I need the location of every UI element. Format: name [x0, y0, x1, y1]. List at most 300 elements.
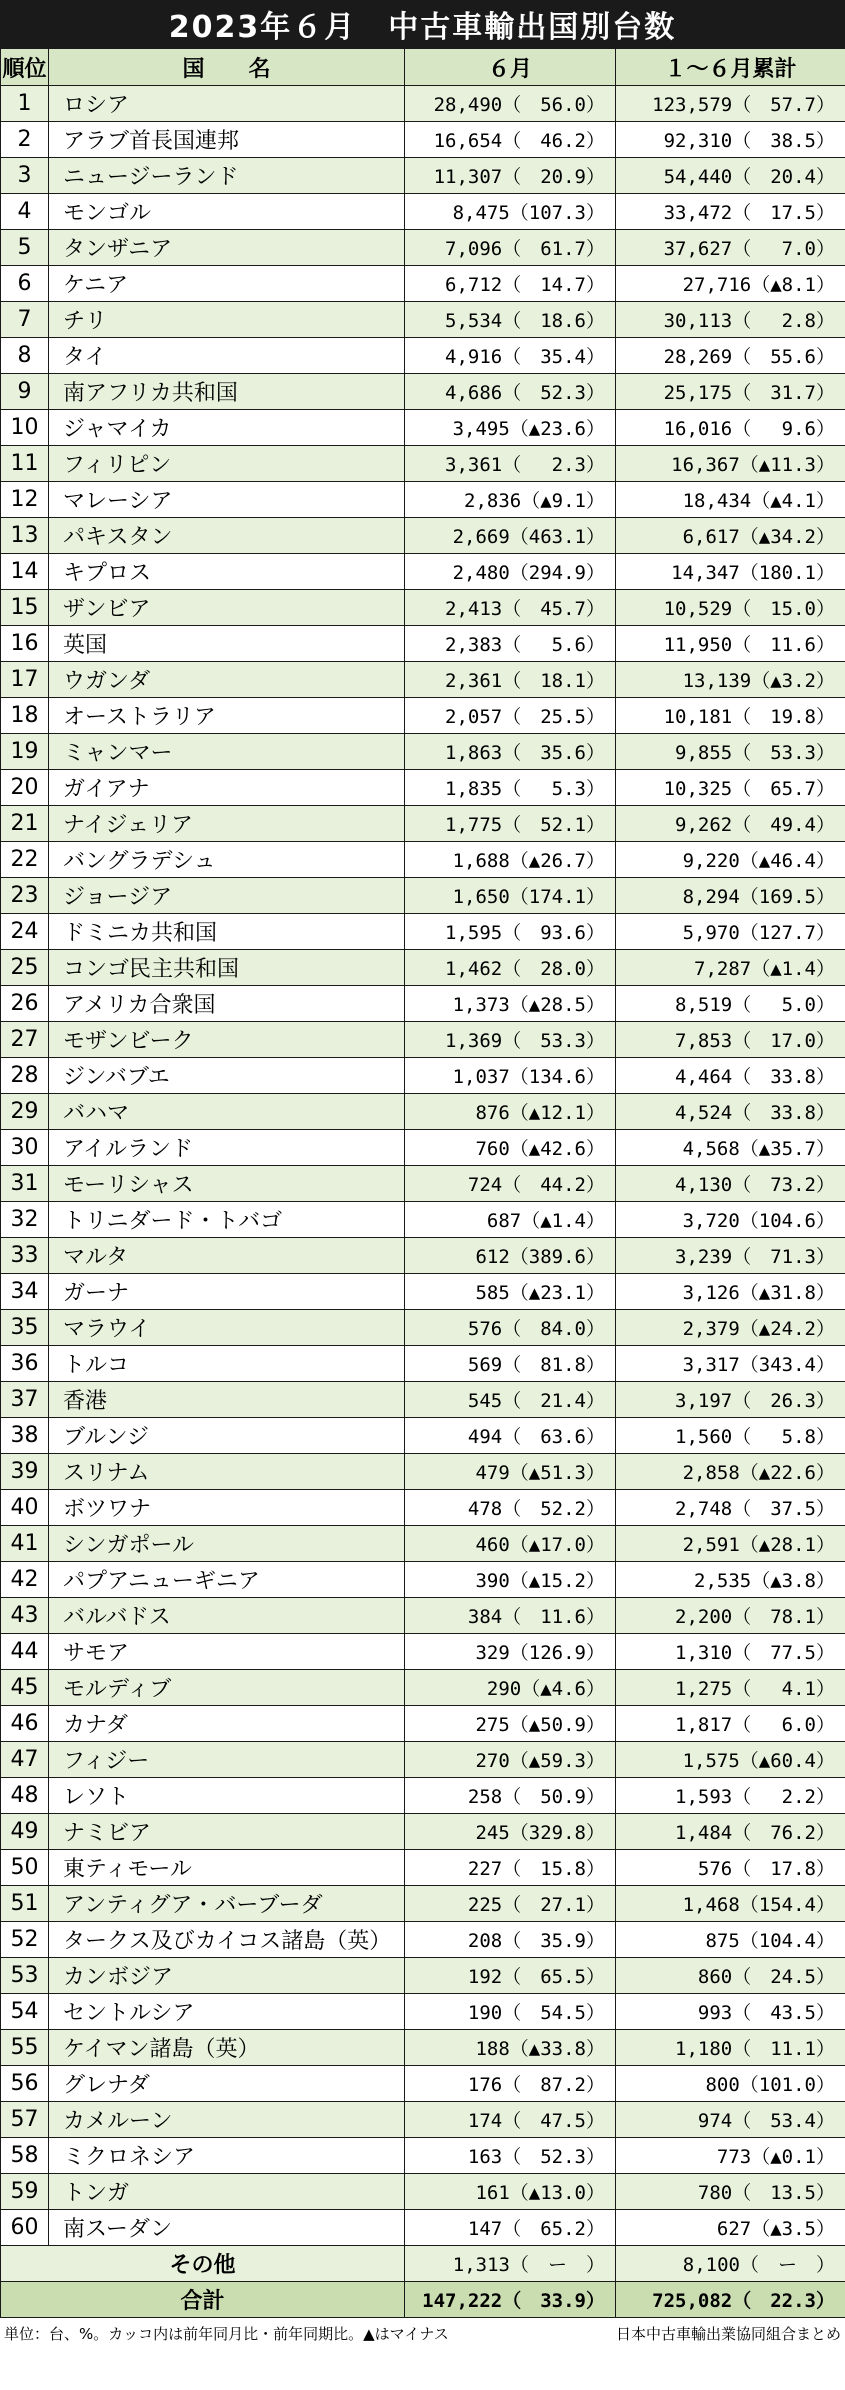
rank-cell: 7	[1, 302, 49, 338]
cumulative-cell: 1,275（ 4.1）	[616, 1670, 845, 1706]
country-cell: 香港	[49, 1382, 405, 1418]
country-cell: アイルランド	[49, 1130, 405, 1166]
rank-cell: 18	[1, 698, 49, 734]
cumulative-cell: 18,434（▲4.1）	[616, 482, 845, 518]
table-row	[1, 662, 845, 698]
cumulative-cell: 9,262（ 49.4）	[616, 806, 845, 842]
rank-cell: 35	[1, 1310, 49, 1346]
cumulative-cell: 37,627（ 7.0）	[616, 230, 845, 266]
rank-cell: 33	[1, 1238, 49, 1274]
rank-cell: 52	[1, 1922, 49, 1958]
table-row	[1, 446, 845, 482]
cumulative-cell: 10,325（ 65.7）	[616, 770, 845, 806]
rank-cell: 41	[1, 1526, 49, 1562]
cumulative-cell: 2,200（ 78.1）	[616, 1598, 845, 1634]
june-cell: 545（ 21.4）	[405, 1382, 616, 1418]
rank-cell: 25	[1, 950, 49, 986]
cumulative-cell: 8,519（ 5.0）	[616, 986, 845, 1022]
country-cell: ジョージア	[49, 878, 405, 914]
table-row	[1, 194, 845, 230]
june-cell: 3,495（▲23.6）	[405, 410, 616, 446]
rank-cell: 58	[1, 2138, 49, 2174]
table-row	[1, 158, 845, 194]
table-row	[1, 734, 845, 770]
table-row	[1, 1958, 845, 1994]
cumulative-cell: 773（▲0.1）	[616, 2138, 845, 2174]
rank-cell: 55	[1, 2030, 49, 2066]
country-cell: アンティグア・バーブーダ	[49, 1886, 405, 1922]
cumulative-cell: 16,016（ 9.6）	[616, 410, 845, 446]
june-cell: 4,916（ 35.4）	[405, 338, 616, 374]
table-row	[1, 770, 845, 806]
country-cell: コンゴ民主共和国	[49, 950, 405, 986]
country-cell: ニュージーランド	[49, 158, 405, 194]
cumulative-cell: 1,593（ 2.2）	[616, 1778, 845, 1814]
rank-cell: 50	[1, 1850, 49, 1886]
june-cell: 1,835（ 5.3）	[405, 770, 616, 806]
rank-cell: 30	[1, 1130, 49, 1166]
country-cell: 南スーダン	[49, 2210, 405, 2246]
june-cell: 687（▲1.4）	[405, 1202, 616, 1238]
june-cell: 176（ 87.2）	[405, 2066, 616, 2102]
june-cell: 245（329.8）	[405, 1814, 616, 1850]
country-cell: バハマ	[49, 1094, 405, 1130]
rank-cell: 37	[1, 1382, 49, 1418]
rank-cell: 48	[1, 1778, 49, 1814]
rank-cell: 38	[1, 1418, 49, 1454]
total-cumulative: 725,082（ 22.3）	[616, 2282, 845, 2318]
country-cell: シンガポール	[49, 1526, 405, 1562]
table-row	[1, 1130, 845, 1166]
rank-cell: 15	[1, 590, 49, 626]
country-cell: バングラデシュ	[49, 842, 405, 878]
rank-cell: 40	[1, 1490, 49, 1526]
june-cell: 494（ 63.6）	[405, 1418, 616, 1454]
table-row	[1, 1418, 845, 1454]
cumulative-cell: 1,817（ 6.0）	[616, 1706, 845, 1742]
country-cell: ウガンダ	[49, 662, 405, 698]
country-cell: ミクロネシア	[49, 2138, 405, 2174]
june-cell: 5,534（ 18.6）	[405, 302, 616, 338]
country-cell: レソト	[49, 1778, 405, 1814]
country-cell: トルコ	[49, 1346, 405, 1382]
country-cell: モザンビーク	[49, 1022, 405, 1058]
country-cell: ザンビア	[49, 590, 405, 626]
june-cell: 724（ 44.2）	[405, 1166, 616, 1202]
table-row	[1, 1562, 845, 1598]
country-cell: キプロス	[49, 554, 405, 590]
country-cell: チリ	[49, 302, 405, 338]
table-row	[1, 2174, 845, 2210]
table-row	[1, 410, 845, 446]
country-cell: セントルシア	[49, 1994, 405, 2030]
cumulative-cell: 25,175（ 31.7）	[616, 374, 845, 410]
table-row	[1, 2066, 845, 2102]
cumulative-cell: 2,535（▲3.8）	[616, 1562, 845, 1598]
footer	[0, 2318, 845, 2348]
header-country: 国 名	[49, 49, 405, 86]
june-cell: 1,373（▲28.5）	[405, 986, 616, 1022]
country-cell: パプアニューギニア	[49, 1562, 405, 1598]
cumulative-cell: 780（ 13.5）	[616, 2174, 845, 2210]
rank-cell: 1	[1, 86, 49, 122]
country-cell: 東ティモール	[49, 1850, 405, 1886]
table-row	[1, 518, 845, 554]
table-row	[1, 1922, 845, 1958]
june-cell: 174（ 47.5）	[405, 2102, 616, 2138]
rank-cell: 28	[1, 1058, 49, 1094]
country-cell: アメリカ合衆国	[49, 986, 405, 1022]
header-cumulative: １～６月累計	[616, 49, 845, 86]
cumulative-cell: 875（104.4）	[616, 1922, 845, 1958]
june-cell: 876（▲12.1）	[405, 1094, 616, 1130]
rank-cell: 23	[1, 878, 49, 914]
june-cell: 4,686（ 52.3）	[405, 374, 616, 410]
rank-cell: 49	[1, 1814, 49, 1850]
country-cell: ジャマイカ	[49, 410, 405, 446]
rank-cell: 44	[1, 1634, 49, 1670]
june-cell: 208（ 35.9）	[405, 1922, 616, 1958]
june-cell: 1,369（ 53.3）	[405, 1022, 616, 1058]
cumulative-cell: 1,310（ 77.5）	[616, 1634, 845, 1670]
country-cell: タークス及びカイコス諸島（英）	[49, 1922, 405, 1958]
cumulative-cell: 3,317（343.4）	[616, 1346, 845, 1382]
rank-cell: 42	[1, 1562, 49, 1598]
table-row	[1, 950, 845, 986]
table-row	[1, 374, 845, 410]
country-cell: モーリシャス	[49, 1166, 405, 1202]
june-cell: 1,775（ 52.1）	[405, 806, 616, 842]
cumulative-cell: 7,853（ 17.0）	[616, 1022, 845, 1058]
country-cell: トリニダード・トバゴ	[49, 1202, 405, 1238]
rank-cell: 9	[1, 374, 49, 410]
table-row	[1, 554, 845, 590]
country-cell: カナダ	[49, 1706, 405, 1742]
rank-cell: 36	[1, 1346, 49, 1382]
table-row	[1, 1274, 845, 1310]
table-body	[1, 86, 845, 2318]
total-june: 147,222（ 33.9）	[405, 2282, 616, 2318]
cumulative-cell: 16,367（▲11.3）	[616, 446, 845, 482]
cumulative-cell: 576（ 17.8）	[616, 1850, 845, 1886]
table-row	[1, 230, 845, 266]
june-cell: 225（ 27.1）	[405, 1886, 616, 1922]
rank-cell: 47	[1, 1742, 49, 1778]
june-cell: 227（ 15.8）	[405, 1850, 616, 1886]
cumulative-cell: 627（▲3.5）	[616, 2210, 845, 2246]
june-cell: 1,650（174.1）	[405, 878, 616, 914]
june-cell: 8,475（107.3）	[405, 194, 616, 230]
country-cell: グレナダ	[49, 2066, 405, 2102]
rank-cell: 54	[1, 1994, 49, 2030]
export-table	[0, 48, 845, 2318]
june-cell: 28,490（ 56.0）	[405, 86, 616, 122]
table-row	[1, 1598, 845, 1634]
table-row	[1, 1022, 845, 1058]
table-row	[1, 914, 845, 950]
rank-cell: 10	[1, 410, 49, 446]
total-label: 合計	[1, 2282, 405, 2318]
country-cell: ケニア	[49, 266, 405, 302]
rank-cell: 59	[1, 2174, 49, 2210]
june-cell: 478（ 52.2）	[405, 1490, 616, 1526]
rank-cell: 45	[1, 1670, 49, 1706]
cumulative-cell: 4,524（ 33.8）	[616, 1094, 845, 1130]
rank-cell: 12	[1, 482, 49, 518]
rank-cell: 16	[1, 626, 49, 662]
table-row	[1, 302, 845, 338]
country-cell: ガーナ	[49, 1274, 405, 1310]
rank-cell: 60	[1, 2210, 49, 2246]
country-cell: ロシア	[49, 86, 405, 122]
table-row	[1, 1490, 845, 1526]
country-cell: ドミニカ共和国	[49, 914, 405, 950]
country-cell: オーストラリア	[49, 698, 405, 734]
table-row	[1, 698, 845, 734]
rank-cell: 51	[1, 1886, 49, 1922]
cumulative-cell: 10,529（ 15.0）	[616, 590, 845, 626]
country-cell: アラブ首長国連邦	[49, 122, 405, 158]
rank-cell: 13	[1, 518, 49, 554]
country-cell: ナミビア	[49, 1814, 405, 1850]
rank-cell: 2	[1, 122, 49, 158]
table-row	[1, 266, 845, 302]
table-row	[1, 1094, 845, 1130]
cumulative-cell: 54,440（ 20.4）	[616, 158, 845, 194]
country-cell: ケイマン諸島（英）	[49, 2030, 405, 2066]
cumulative-cell: 5,970（127.7）	[616, 914, 845, 950]
country-cell: モルディブ	[49, 1670, 405, 1706]
cumulative-cell: 14,347（180.1）	[616, 554, 845, 590]
cumulative-cell: 10,181（ 19.8）	[616, 698, 845, 734]
cumulative-cell: 974（ 53.4）	[616, 2102, 845, 2138]
june-cell: 576（ 84.0）	[405, 1310, 616, 1346]
cumulative-cell: 33,472（ 17.5）	[616, 194, 845, 230]
table-row	[1, 1346, 845, 1382]
country-cell: トンガ	[49, 2174, 405, 2210]
table-row	[1, 986, 845, 1022]
rank-cell: 46	[1, 1706, 49, 1742]
country-cell: フィリピン	[49, 446, 405, 482]
country-cell: フィジー	[49, 1742, 405, 1778]
cumulative-cell: 8,294（169.5）	[616, 878, 845, 914]
country-cell: カメルーン	[49, 2102, 405, 2138]
rank-cell: 4	[1, 194, 49, 230]
table-row	[1, 842, 845, 878]
table-row	[1, 1670, 845, 1706]
rank-cell: 32	[1, 1202, 49, 1238]
june-cell: 190（ 54.5）	[405, 1994, 616, 2030]
table-row	[1, 1742, 845, 1778]
rank-cell: 22	[1, 842, 49, 878]
table-row	[1, 1166, 845, 1202]
rank-cell: 11	[1, 446, 49, 482]
country-cell: マレーシア	[49, 482, 405, 518]
cumulative-cell: 1,484（ 76.2）	[616, 1814, 845, 1850]
june-cell: 569（ 81.8）	[405, 1346, 616, 1382]
cumulative-cell: 2,858（▲22.6）	[616, 1454, 845, 1490]
table-row	[1, 878, 845, 914]
cumulative-cell: 123,579（ 57.7）	[616, 86, 845, 122]
other-june: 1,313（ ー ）	[405, 2246, 616, 2282]
cumulative-cell: 993（ 43.5）	[616, 1994, 845, 2030]
rank-cell: 17	[1, 662, 49, 698]
cumulative-cell: 2,379（▲24.2）	[616, 1310, 845, 1346]
rank-cell: 24	[1, 914, 49, 950]
table-row	[1, 1850, 845, 1886]
country-cell: マラウイ	[49, 1310, 405, 1346]
cumulative-cell: 28,269（ 55.6）	[616, 338, 845, 374]
june-cell: 2,836（▲9.1）	[405, 482, 616, 518]
june-cell: 163（ 52.3）	[405, 2138, 616, 2174]
table-row	[1, 1994, 845, 2030]
other-label: その他	[1, 2246, 405, 2282]
table-row	[1, 2210, 845, 2246]
country-cell: カンボジア	[49, 1958, 405, 1994]
rank-cell: 19	[1, 734, 49, 770]
june-cell: 147（ 65.2）	[405, 2210, 616, 2246]
cumulative-cell: 30,113（ 2.8）	[616, 302, 845, 338]
june-cell: 258（ 50.9）	[405, 1778, 616, 1814]
cumulative-cell: 9,855（ 53.3）	[616, 734, 845, 770]
country-cell: スリナム	[49, 1454, 405, 1490]
cumulative-cell: 3,239（ 71.3）	[616, 1238, 845, 1274]
table-row	[1, 1526, 845, 1562]
june-cell: 329（126.9）	[405, 1634, 616, 1670]
june-cell: 2,480（294.9）	[405, 554, 616, 590]
table-row	[1, 1310, 845, 1346]
rank-cell: 8	[1, 338, 49, 374]
country-cell: 英国	[49, 626, 405, 662]
june-cell: 612（389.6）	[405, 1238, 616, 1274]
country-cell: ガイアナ	[49, 770, 405, 806]
country-cell: モンゴル	[49, 194, 405, 230]
rank-cell: 31	[1, 1166, 49, 1202]
rank-cell: 43	[1, 1598, 49, 1634]
june-cell: 1,863（ 35.6）	[405, 734, 616, 770]
june-cell: 1,037（134.6）	[405, 1058, 616, 1094]
rank-cell: 34	[1, 1274, 49, 1310]
rank-cell: 3	[1, 158, 49, 194]
june-cell: 1,688（▲26.7）	[405, 842, 616, 878]
rank-cell: 21	[1, 806, 49, 842]
rank-cell: 29	[1, 1094, 49, 1130]
june-cell: 270（▲59.3）	[405, 1742, 616, 1778]
cumulative-cell: 1,575（▲60.4）	[616, 1742, 845, 1778]
table-row	[1, 1778, 845, 1814]
table-header-row	[1, 49, 845, 86]
table-row	[1, 1814, 845, 1850]
june-cell: 2,669（463.1）	[405, 518, 616, 554]
june-cell: 1,595（ 93.6）	[405, 914, 616, 950]
country-cell: ミャンマー	[49, 734, 405, 770]
table-row	[1, 806, 845, 842]
country-cell: パキスタン	[49, 518, 405, 554]
cumulative-cell: 1,468（154.4）	[616, 1886, 845, 1922]
country-cell: サモア	[49, 1634, 405, 1670]
cumulative-cell: 11,950（ 11.6）	[616, 626, 845, 662]
cumulative-cell: 1,180（ 11.1）	[616, 2030, 845, 2066]
cumulative-cell: 3,197（ 26.3）	[616, 1382, 845, 1418]
table-row	[1, 122, 845, 158]
june-cell: 188（▲33.8）	[405, 2030, 616, 2066]
table-row	[1, 2030, 845, 2066]
table-row	[1, 1382, 845, 1418]
cumulative-cell: 3,126（▲31.8）	[616, 1274, 845, 1310]
cumulative-cell: 3,720（104.6）	[616, 1202, 845, 1238]
cumulative-cell: 92,310（ 38.5）	[616, 122, 845, 158]
table-row	[1, 1058, 845, 1094]
country-cell: タイ	[49, 338, 405, 374]
june-cell: 3,361（ 2.3）	[405, 446, 616, 482]
table-row	[1, 1238, 845, 1274]
june-cell: 16,654（ 46.2）	[405, 122, 616, 158]
cumulative-cell: 13,139（▲3.2）	[616, 662, 845, 698]
cumulative-cell: 2,748（ 37.5）	[616, 1490, 845, 1526]
country-cell: 南アフリカ共和国	[49, 374, 405, 410]
june-cell: 460（▲17.0）	[405, 1526, 616, 1562]
header-rank: 順位	[1, 49, 49, 86]
cumulative-cell: 800（101.0）	[616, 2066, 845, 2102]
rank-cell: 26	[1, 986, 49, 1022]
june-cell: 2,413（ 45.7）	[405, 590, 616, 626]
table-row	[1, 1454, 845, 1490]
rank-cell: 6	[1, 266, 49, 302]
cumulative-cell: 4,568（▲35.7）	[616, 1130, 845, 1166]
cumulative-cell: 4,464（ 33.8）	[616, 1058, 845, 1094]
country-cell: ボツワナ	[49, 1490, 405, 1526]
june-cell: 7,096（ 61.7）	[405, 230, 616, 266]
table-row	[1, 1634, 845, 1670]
rank-cell: 27	[1, 1022, 49, 1058]
june-cell: 275（▲50.9）	[405, 1706, 616, 1742]
cumulative-cell: 1,560（ 5.8）	[616, 1418, 845, 1454]
page-title: 2023年６月 中古車輸出国別台数	[0, 0, 845, 48]
total-row	[1, 2282, 845, 2318]
june-cell: 161（▲13.0）	[405, 2174, 616, 2210]
rank-cell: 53	[1, 1958, 49, 1994]
rank-cell: 14	[1, 554, 49, 590]
footer-note: 単位：台、%。カッコ内は前年同月比・前年同期比。▲はマイナス	[4, 2324, 449, 2343]
cumulative-cell: 7,287（▲1.4）	[616, 950, 845, 986]
country-cell: タンザニア	[49, 230, 405, 266]
rank-cell: 57	[1, 2102, 49, 2138]
header-june: ６月	[405, 49, 616, 86]
june-cell: 390（▲15.2）	[405, 1562, 616, 1598]
june-cell: 11,307（ 20.9）	[405, 158, 616, 194]
other-row	[1, 2246, 845, 2282]
table-row	[1, 1202, 845, 1238]
table-row	[1, 590, 845, 626]
rank-cell: 5	[1, 230, 49, 266]
table-row	[1, 1886, 845, 1922]
table-row	[1, 86, 845, 122]
cumulative-cell: 4,130（ 73.2）	[616, 1166, 845, 1202]
june-cell: 2,383（ 5.6）	[405, 626, 616, 662]
cumulative-cell: 27,716（▲8.1）	[616, 266, 845, 302]
table-row	[1, 2138, 845, 2174]
june-cell: 384（ 11.6）	[405, 1598, 616, 1634]
cumulative-cell: 6,617（▲34.2）	[616, 518, 845, 554]
table-row	[1, 1706, 845, 1742]
june-cell: 760（▲42.6）	[405, 1130, 616, 1166]
table-row	[1, 338, 845, 374]
table-row	[1, 2102, 845, 2138]
june-cell: 585（▲23.1）	[405, 1274, 616, 1310]
june-cell: 1,462（ 28.0）	[405, 950, 616, 986]
june-cell: 290（▲4.6）	[405, 1670, 616, 1706]
rank-cell: 56	[1, 2066, 49, 2102]
